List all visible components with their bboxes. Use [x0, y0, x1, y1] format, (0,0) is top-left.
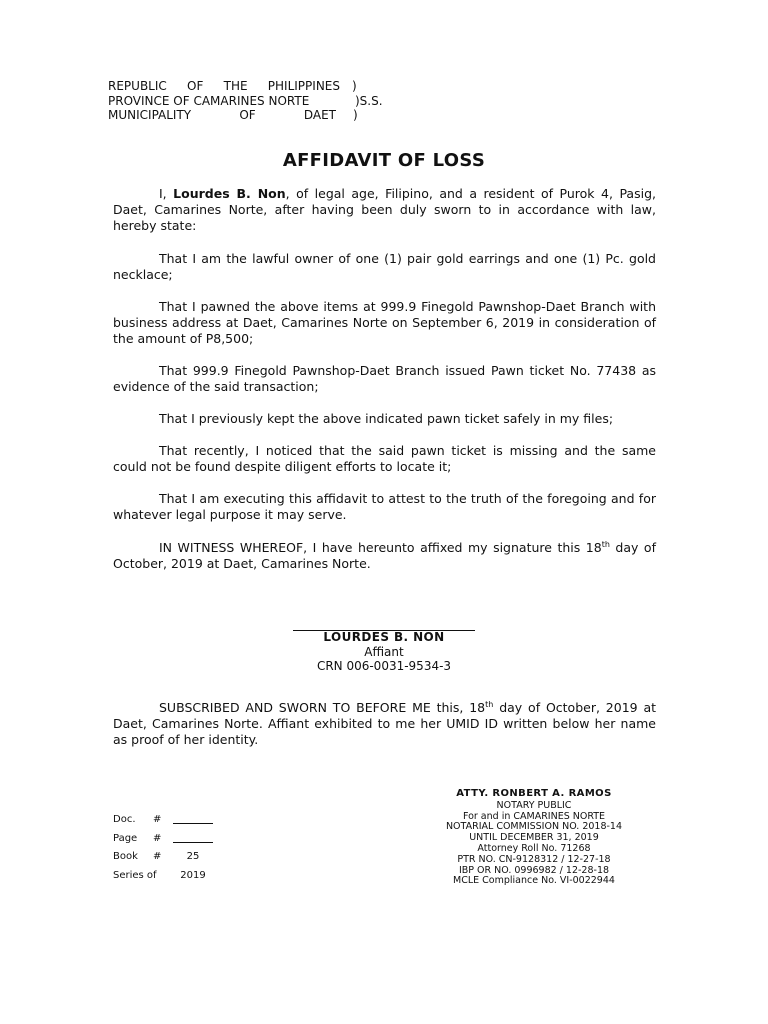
page-number-row: Page # — [113, 830, 213, 849]
notary-line: Attorney Roll No. 71268 — [477, 842, 591, 854]
notary-block — [414, 789, 654, 887]
venue-line-province: PROVINCE OF CAMARINES NORTE )S.S. — [108, 93, 383, 108]
statement-paragraph: That recently, I noticed that the said pawn ticket is missing and the same could not be found despite diligent efforts to locate it; — [113, 443, 656, 474]
affiant-crn: CRN 006-0031-9534-3 — [316, 659, 452, 673]
statement-paragraph: That I am the lawful owner of one (1) pair gold earrings and one (1) Pc. gold necklace; — [113, 251, 656, 282]
document-title: AFFIDAVIT OF LOSS — [282, 150, 486, 171]
notary-line: IBP OR NO. 0996982 / 12-28-18 — [458, 864, 610, 876]
notary-line: For and in CAMARINES NORTE — [462, 810, 606, 822]
book-number-row: Book # 25 — [113, 848, 213, 867]
affiant-role: Affiant — [364, 644, 404, 659]
notary-line: NOTARIAL COMMISSION NO. 2018-14 — [445, 821, 623, 833]
page-number-blank — [173, 830, 213, 843]
notary-name: ATTY. RONBERT A. RAMOS — [456, 788, 612, 799]
doc-number-blank — [173, 811, 213, 824]
affiant-name: Lourdes B. Non — [173, 186, 286, 201]
notary-line: NOTARY PUBLIC — [496, 799, 572, 811]
venue-line-municipality: MUNICIPALITY OF DAET ) — [108, 108, 358, 122]
notary-line: PTR NO. CN-9128312 / 12-27-18 — [457, 853, 611, 865]
jurat-paragraph: SUBSCRIBED AND SWORN TO BEFORE ME this, 18th day of October, 2019 at Daet, Camarines Norte. Affiant exhibited to me her UMID ID written below her name as proof of her identity. — [113, 700, 657, 747]
statement-paragraph: That I pawned the above items at 999.9 Finegold Pawnshop-Daet Branch with business address at Daet, Camarines Norte on September 6, 2019 in consideration of the amount of P8,500; — [113, 299, 656, 346]
doc-number-row: Doc. # — [113, 811, 213, 830]
intro-paragraph: I, Lourdes B. Non, of legal age, Filipino, and a resident of Purok 4, Pasig, Daet, Camarines Norte, after having been duly sworn to in accordance with law, hereby state: — [113, 186, 656, 233]
notary-line: UNTIL DECEMBER 31, 2019 — [469, 832, 599, 844]
notary-line: MCLE Compliance No. VI-0022944 — [453, 875, 615, 887]
book-number-value: 25 — [186, 851, 200, 862]
series-value: 2019 — [180, 869, 206, 881]
series-row: Series of 2019 — [113, 867, 213, 886]
venue-block — [108, 79, 383, 123]
witness-paragraph: IN WITNESS WHEREOF, I have hereunto affixed my signature this 18th day of October, 2019 at Daet, Camarines Norte. — [113, 540, 656, 571]
statement-paragraph: That I am executing this affidavit to attest to the truth of the foregoing and for whatever legal purpose it may serve. — [113, 491, 656, 522]
statement-paragraph: That 999.9 Finegold Pawnshop-Daet Branch issued Pawn ticket No. 77438 as evidence of the said transaction; — [113, 363, 656, 394]
venue-line-republic: REPUBLIC OF THE PHILIPPINES ) — [108, 79, 357, 93]
affiant-signature-name: LOURDES B. NON — [323, 630, 445, 644]
notarial-register-entries — [113, 811, 213, 885]
statement-paragraph: That I previously kept the above indicated pawn ticket safely in my files; — [159, 411, 614, 426]
affiant-signature-block — [0, 630, 768, 674]
